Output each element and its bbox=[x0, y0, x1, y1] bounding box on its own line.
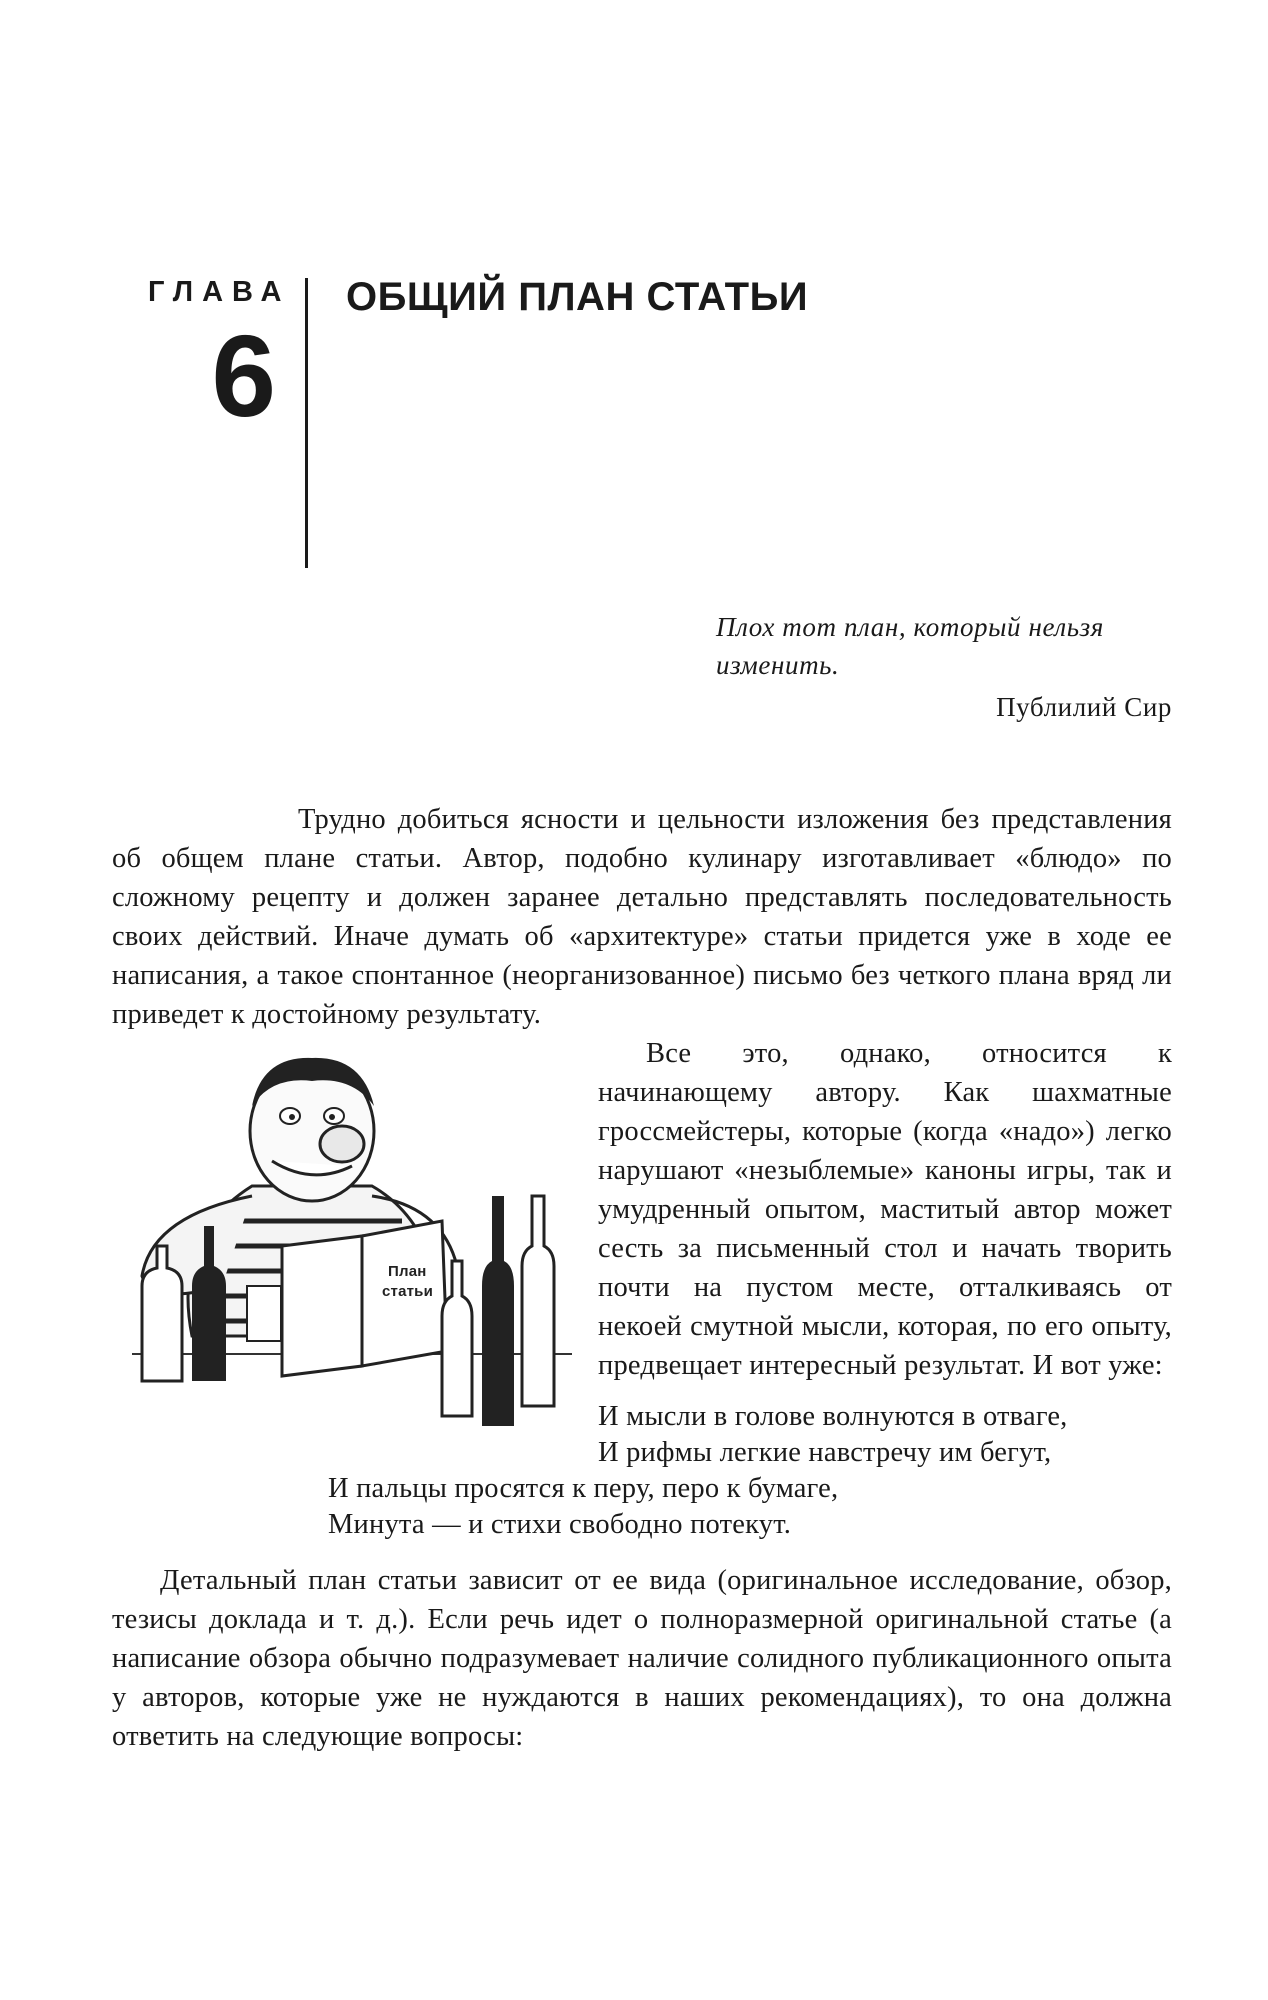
chapter-title: ОБЩИЙ ПЛАН СТАТЬИ bbox=[346, 275, 809, 319]
verse-line: Минута — и стихи свободно потекут. bbox=[328, 1509, 792, 1540]
book-caption-line2: статьи bbox=[382, 1283, 434, 1300]
paragraph-plan-details: Детальный план статьи зависит от ее вида (оригинальное исследование, обзор, тезисы доклада и т. д.). Если речь идет о полноразмерной оригинальной статье (а написание обзора обычно подразумевает наличие солидного публикационного опыта у авторов, которые уже не нуждаются в наших рекомендациях), то она должна ответить на следующие вопросы: bbox=[112, 1565, 1172, 1752]
verse-line: И пальцы просятся к перу, перо к бумаге, bbox=[328, 1473, 839, 1504]
body-text bbox=[112, 800, 1172, 1756]
chapter-label: ГЛАВА bbox=[148, 276, 291, 308]
paragraph-beginner: Все это, однако, относится к начинающему автору. Как шахматные гроссмейстеры, которые (когда «надо») легко нарушают «незыблемые» каноны игры, так и умудренный опытом, маститый автор может сесть за письменный стол и начать творить почти на пустом месте, отталкиваясь от некоей смутной мысли, которая, по его опыту, предвещает интересный результат. И вот уже: bbox=[598, 1038, 1172, 1381]
chapter-number: 6 bbox=[211, 311, 276, 441]
epigraph-text: Плох тот план, который нельзя изменить. bbox=[716, 612, 1104, 680]
cartoon-illustration bbox=[112, 1036, 580, 1441]
epigraph-author: Публилий Сир bbox=[996, 692, 1172, 722]
paragraph-intro: Трудно добиться ясности и цельности изложения без представления об общем плане статьи. Автор, подобно кулинару изготавливает «блюдо» по сложному рецепту и должен заранее детально представлять последовательность своих действий. Иначе думать об «архитектуре» статьи придется уже в ходе ее написания, а такое спонтанное (неорганизованное) письмо без четкого плана вряд ли приведет к достойному результату. bbox=[112, 804, 1172, 1030]
book-caption-line1: План bbox=[388, 1263, 427, 1280]
chapter-divider bbox=[305, 278, 308, 568]
verse-line: И рифмы легкие навстречу им бегут, bbox=[598, 1437, 1052, 1468]
verse-line: И мысли в голове волнуются в отваге, bbox=[598, 1401, 1068, 1432]
